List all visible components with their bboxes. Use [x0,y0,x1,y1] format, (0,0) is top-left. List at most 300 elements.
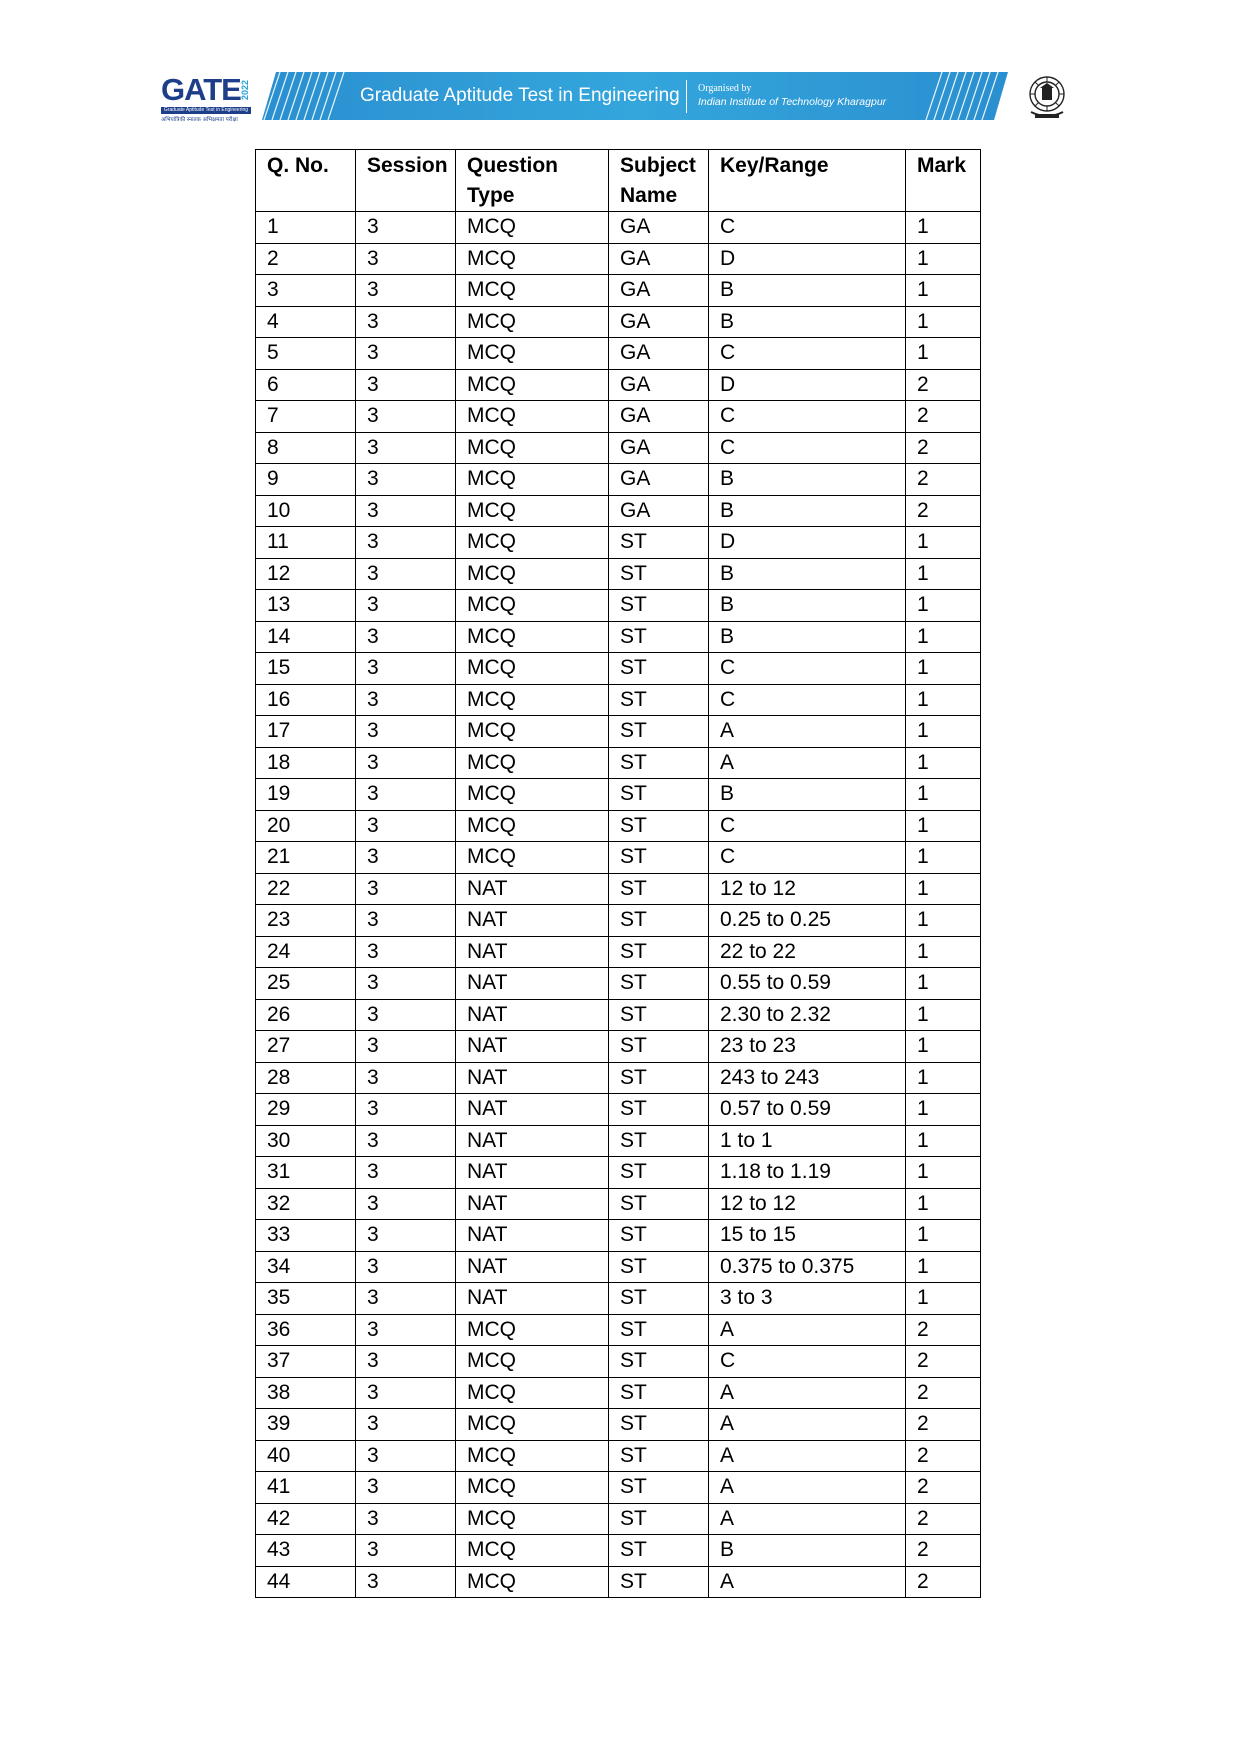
table-row [256,369,981,401]
cell-session: 3 [356,464,456,496]
cell-question-number: 25 [256,968,356,1000]
cell-mark: 2 [906,432,981,464]
cell-key-range: 12 to 12 [709,1188,906,1220]
cell-question-type: MCQ [456,243,609,275]
cell-key-range: B [709,558,906,590]
cell-key-range: B [709,1535,906,1567]
cell-question-number: 15 [256,653,356,685]
cell-key-range: D [709,527,906,559]
cell-key-range: B [709,495,906,527]
cell-key-range: 0.375 to 0.375 [709,1251,906,1283]
cell-question-number: 28 [256,1062,356,1094]
table-row [256,1220,981,1252]
column-header: Subject Name [609,150,709,212]
cell-question-type: MCQ [456,1314,609,1346]
cell-question-number: 35 [256,1283,356,1315]
cell-key-range: 0.57 to 0.59 [709,1094,906,1126]
column-header: Mark [906,150,981,212]
cell-subject-name: ST [609,1535,709,1567]
table-row [256,1503,981,1535]
cell-subject-name: ST [609,905,709,937]
cell-question-number: 22 [256,873,356,905]
table-row [256,1377,981,1409]
banner-title: Graduate Aptitude Test in Engineering [360,85,680,106]
table-row [256,275,981,307]
table-row [256,999,981,1031]
cell-session: 3 [356,1314,456,1346]
cell-mark: 1 [906,275,981,307]
cell-question-type: MCQ [456,1409,609,1441]
institute-name: Indian Institute of Technology Kharagpur [698,96,887,108]
cell-question-number: 42 [256,1503,356,1535]
cell-session: 3 [356,968,456,1000]
table-row [256,621,981,653]
cell-session: 3 [356,873,456,905]
table-row [256,968,981,1000]
cell-question-number: 43 [256,1535,356,1567]
cell-question-number: 23 [256,905,356,937]
cell-question-type: MCQ [456,306,609,338]
cell-question-type: NAT [456,1062,609,1094]
cell-subject-name: ST [609,1283,709,1315]
cell-session: 3 [356,684,456,716]
cell-key-range: 22 to 22 [709,936,906,968]
cell-key-range: 23 to 23 [709,1031,906,1063]
cell-question-number: 44 [256,1566,356,1598]
cell-question-number: 1 [256,212,356,244]
cell-question-type: MCQ [456,653,609,685]
cell-mark: 1 [906,527,981,559]
cell-key-range: A [709,747,906,779]
cell-key-range: 15 to 15 [709,1220,906,1252]
cell-subject-name: GA [609,212,709,244]
cell-question-number: 18 [256,747,356,779]
table-row [256,243,981,275]
cell-subject-name: ST [609,590,709,622]
cell-question-type: NAT [456,1125,609,1157]
cell-session: 3 [356,1566,456,1598]
cell-mark: 2 [906,1377,981,1409]
cell-question-type: NAT [456,905,609,937]
cell-subject-name: ST [609,873,709,905]
cell-question-type: MCQ [456,275,609,307]
cell-mark: 2 [906,401,981,433]
cell-question-number: 39 [256,1409,356,1441]
table-row [256,684,981,716]
cell-subject-name: ST [609,747,709,779]
cell-mark: 1 [906,999,981,1031]
cell-subject-name: ST [609,1094,709,1126]
cell-subject-name: ST [609,1440,709,1472]
banner-divider [686,80,687,113]
cell-question-number: 16 [256,684,356,716]
cell-key-range: B [709,464,906,496]
table-row [256,1472,981,1504]
table-row [256,495,981,527]
table-row [256,1314,981,1346]
cell-mark: 1 [906,873,981,905]
cell-subject-name: ST [609,1220,709,1252]
cell-key-range: D [709,243,906,275]
cell-question-type: MCQ [456,432,609,464]
cell-session: 3 [356,621,456,653]
table-row [256,590,981,622]
cell-subject-name: ST [609,684,709,716]
cell-subject-name: ST [609,1062,709,1094]
cell-question-number: 19 [256,779,356,811]
table-row [256,1535,981,1567]
cell-mark: 2 [906,1314,981,1346]
cell-mark: 1 [906,1062,981,1094]
cell-question-type: NAT [456,1220,609,1252]
cell-question-type: NAT [456,999,609,1031]
cell-subject-name: ST [609,1503,709,1535]
cell-mark: 1 [906,779,981,811]
table-row [256,338,981,370]
cell-mark: 1 [906,1220,981,1252]
table-row [256,1094,981,1126]
cell-session: 3 [356,495,456,527]
cell-question-type: NAT [456,936,609,968]
cell-key-range: A [709,1440,906,1472]
cell-key-range: B [709,779,906,811]
cell-key-range: C [709,338,906,370]
cell-subject-name: ST [609,1346,709,1378]
cell-subject-name: ST [609,653,709,685]
cell-question-type: MCQ [456,464,609,496]
cell-key-range: 1.18 to 1.19 [709,1157,906,1189]
cell-question-type: MCQ [456,338,609,370]
cell-session: 3 [356,401,456,433]
gate-logo [161,74,253,124]
logo-strip: Graduate Aptitude Test in Engineering [161,107,251,114]
table-row [256,1251,981,1283]
table-row [256,842,981,874]
cell-key-range: C [709,401,906,433]
cell-session: 3 [356,1472,456,1504]
cell-mark: 1 [906,716,981,748]
cell-mark: 1 [906,558,981,590]
cell-question-number: 26 [256,999,356,1031]
cell-key-range: C [709,1346,906,1378]
cell-session: 3 [356,1157,456,1189]
cell-mark: 1 [906,243,981,275]
cell-question-number: 31 [256,1157,356,1189]
table-row [256,527,981,559]
cell-mark: 1 [906,306,981,338]
cell-subject-name: ST [609,1188,709,1220]
cell-session: 3 [356,1283,456,1315]
cell-mark: 1 [906,747,981,779]
cell-question-type: MCQ [456,810,609,842]
cell-question-type: MCQ [456,1346,609,1378]
logo-word: GATE [161,72,241,107]
cell-question-number: 2 [256,243,356,275]
cell-mark: 1 [906,590,981,622]
cell-key-range: 3 to 3 [709,1283,906,1315]
table-row [256,1440,981,1472]
cell-mark: 1 [906,968,981,1000]
table-row [256,464,981,496]
table-row [256,1188,981,1220]
cell-question-type: MCQ [456,495,609,527]
cell-key-range: A [709,1409,906,1441]
cell-mark: 1 [906,212,981,244]
cell-question-number: 41 [256,1472,356,1504]
cell-question-type: MCQ [456,590,609,622]
cell-subject-name: ST [609,716,709,748]
cell-session: 3 [356,338,456,370]
cell-subject-name: ST [609,1251,709,1283]
cell-subject-name: GA [609,338,709,370]
table-row [256,905,981,937]
cell-key-range: A [709,1377,906,1409]
table-body [256,212,981,1598]
cell-key-range: C [709,684,906,716]
cell-key-range: A [709,1472,906,1504]
cell-mark: 1 [906,905,981,937]
cell-key-range: A [709,1503,906,1535]
cell-subject-name: ST [609,527,709,559]
cell-mark: 1 [906,1157,981,1189]
cell-session: 3 [356,1062,456,1094]
cell-key-range: C [709,212,906,244]
cell-question-number: 12 [256,558,356,590]
cell-subject-name: ST [609,1125,709,1157]
cell-subject-name: GA [609,275,709,307]
cell-question-number: 37 [256,1346,356,1378]
cell-session: 3 [356,1346,456,1378]
cell-mark: 1 [906,842,981,874]
cell-subject-name: GA [609,306,709,338]
column-header: Key/Range [709,150,906,212]
cell-key-range: B [709,590,906,622]
cell-session: 3 [356,653,456,685]
column-header: Question Type [456,150,609,212]
cell-mark: 2 [906,1472,981,1504]
cell-session: 3 [356,1188,456,1220]
cell-subject-name: ST [609,1157,709,1189]
cell-question-number: 5 [256,338,356,370]
column-header: Q. No. [256,150,356,212]
header-banner [262,72,1008,120]
cell-question-type: MCQ [456,1535,609,1567]
table-row [256,1031,981,1063]
table-row [256,779,981,811]
cell-session: 3 [356,1125,456,1157]
cell-session: 3 [356,1409,456,1441]
cell-subject-name: ST [609,968,709,1000]
cell-question-type: MCQ [456,527,609,559]
cell-question-number: 32 [256,1188,356,1220]
cell-session: 3 [356,369,456,401]
table-row [256,873,981,905]
cell-key-range: 0.25 to 0.25 [709,905,906,937]
cell-question-number: 21 [256,842,356,874]
cell-mark: 2 [906,1409,981,1441]
cell-question-number: 30 [256,1125,356,1157]
cell-key-range: C [709,842,906,874]
cell-question-type: NAT [456,1283,609,1315]
cell-question-number: 20 [256,810,356,842]
cell-question-number: 38 [256,1377,356,1409]
cell-subject-name: ST [609,621,709,653]
cell-session: 3 [356,1251,456,1283]
logo-hindi-tagline: अभियांत्रिकी स्नातक अभिक्षमता परीक्षा [161,117,238,123]
cell-question-number: 3 [256,275,356,307]
cell-question-type: NAT [456,968,609,1000]
cell-session: 3 [356,1220,456,1252]
table-row [256,653,981,685]
iit-emblem-icon [1025,74,1069,120]
cell-question-number: 9 [256,464,356,496]
cell-subject-name: GA [609,369,709,401]
cell-question-type: MCQ [456,212,609,244]
cell-question-number: 36 [256,1314,356,1346]
cell-key-range: 2.30 to 2.32 [709,999,906,1031]
cell-mark: 1 [906,1125,981,1157]
table-row [256,1566,981,1598]
table-row [256,1283,981,1315]
cell-mark: 1 [906,338,981,370]
cell-session: 3 [356,716,456,748]
table-row [256,1346,981,1378]
cell-mark: 1 [906,1094,981,1126]
cell-question-type: MCQ [456,1566,609,1598]
cell-question-type: NAT [456,1188,609,1220]
cell-question-number: 7 [256,401,356,433]
cell-subject-name: ST [609,999,709,1031]
cell-question-type: MCQ [456,1472,609,1504]
cell-key-range: B [709,275,906,307]
cell-subject-name: GA [609,401,709,433]
cell-question-number: 24 [256,936,356,968]
cell-session: 3 [356,1503,456,1535]
column-header: Session [356,150,456,212]
cell-session: 3 [356,558,456,590]
cell-question-type: MCQ [456,684,609,716]
cell-session: 3 [356,779,456,811]
cell-key-range: C [709,432,906,464]
table-row [256,747,981,779]
table-row [256,306,981,338]
cell-subject-name: GA [609,495,709,527]
cell-session: 3 [356,1094,456,1126]
cell-question-type: NAT [456,1094,609,1126]
cell-session: 3 [356,1535,456,1567]
cell-subject-name: ST [609,558,709,590]
cell-question-number: 29 [256,1094,356,1126]
cell-session: 3 [356,747,456,779]
cell-question-number: 11 [256,527,356,559]
cell-question-type: MCQ [456,779,609,811]
cell-question-type: MCQ [456,842,609,874]
cell-subject-name: ST [609,936,709,968]
cell-session: 3 [356,1377,456,1409]
cell-session: 3 [356,999,456,1031]
cell-key-range: A [709,716,906,748]
cell-question-type: MCQ [456,558,609,590]
answer-key-table [255,149,981,1598]
table-row [256,558,981,590]
cell-question-number: 13 [256,590,356,622]
cell-mark: 2 [906,369,981,401]
cell-question-type: MCQ [456,621,609,653]
cell-subject-name: GA [609,243,709,275]
cell-mark: 2 [906,1566,981,1598]
cell-question-number: 8 [256,432,356,464]
cell-session: 3 [356,275,456,307]
cell-key-range: C [709,810,906,842]
cell-session: 3 [356,1440,456,1472]
cell-subject-name: GA [609,432,709,464]
cell-mark: 1 [906,621,981,653]
cell-key-range: B [709,621,906,653]
cell-question-number: 34 [256,1251,356,1283]
table-row [256,810,981,842]
cell-question-number: 4 [256,306,356,338]
cell-question-number: 27 [256,1031,356,1063]
cell-key-range: C [709,653,906,685]
cell-session: 3 [356,432,456,464]
cell-session: 3 [356,212,456,244]
cell-mark: 2 [906,464,981,496]
cell-subject-name: ST [609,1377,709,1409]
cell-question-type: MCQ [456,1440,609,1472]
cell-session: 3 [356,243,456,275]
table-row [256,432,981,464]
cell-subject-name: ST [609,1472,709,1504]
cell-session: 3 [356,590,456,622]
cell-key-range: 12 to 12 [709,873,906,905]
cell-question-number: 14 [256,621,356,653]
cell-question-type: MCQ [456,747,609,779]
cell-key-range: A [709,1314,906,1346]
cell-mark: 1 [906,1031,981,1063]
cell-key-range: A [709,1566,906,1598]
table-row [256,1062,981,1094]
cell-key-range: 1 to 1 [709,1125,906,1157]
cell-subject-name: ST [609,1031,709,1063]
cell-mark: 1 [906,684,981,716]
cell-subject-name: ST [609,810,709,842]
cell-key-range: 243 to 243 [709,1062,906,1094]
cell-session: 3 [356,905,456,937]
cell-subject-name: ST [609,842,709,874]
cell-subject-name: GA [609,464,709,496]
table-row [256,1125,981,1157]
cell-question-type: MCQ [456,1503,609,1535]
cell-mark: 1 [906,1283,981,1315]
cell-session: 3 [356,936,456,968]
cell-question-type: NAT [456,1251,609,1283]
cell-question-type: NAT [456,1157,609,1189]
cell-session: 3 [356,810,456,842]
table-row [256,1157,981,1189]
cell-question-number: 6 [256,369,356,401]
cell-session: 3 [356,527,456,559]
table-row [256,212,981,244]
cell-question-number: 40 [256,1440,356,1472]
cell-question-type: MCQ [456,369,609,401]
cell-mark: 2 [906,1440,981,1472]
cell-mark: 1 [906,1251,981,1283]
cell-subject-name: ST [609,1409,709,1441]
cell-session: 3 [356,1031,456,1063]
cell-mark: 1 [906,653,981,685]
cell-key-range: D [709,369,906,401]
cell-question-number: 10 [256,495,356,527]
